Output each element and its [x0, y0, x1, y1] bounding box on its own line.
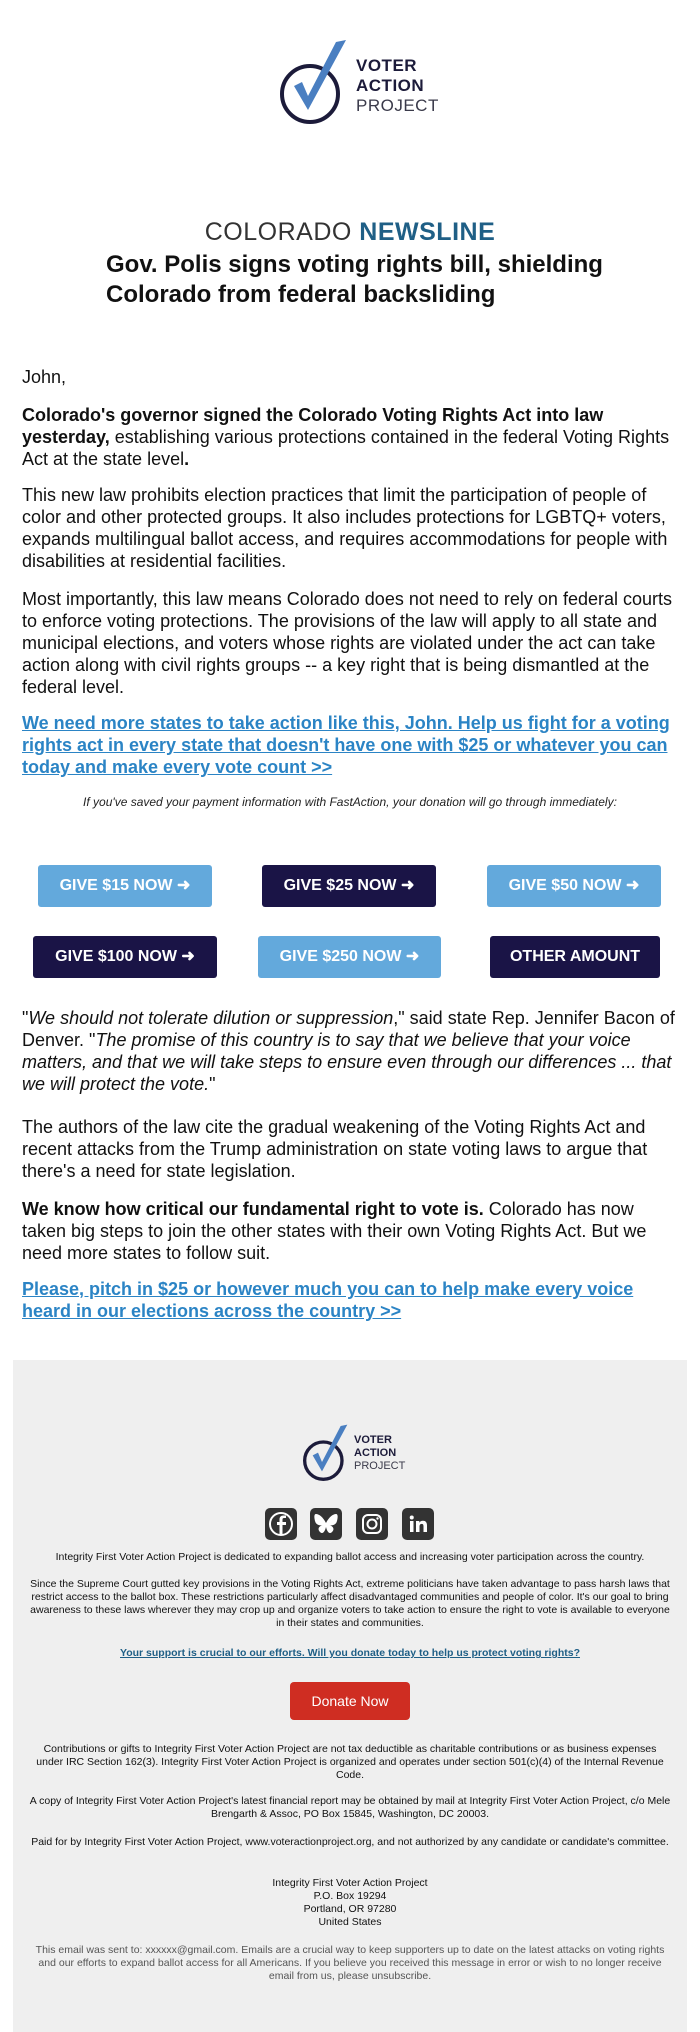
- give-100-button[interactable]: GIVE $100 NOW ➜: [33, 936, 217, 978]
- footer-mission: Integrity First Voter Action Project is dedicated to expanding ballot access and increasing voter participation across the country.: [55, 1551, 645, 1563]
- footer-unsubscribe-note[interactable]: This email was sent to: xxxxxx@gmail.com. Emails are a crucial way to keep supporters up to date on the latest attacks on voting rights and our efforts to expand ballot access for all Americans. If you believe you received this message in error or wish to no longer receive email from us, please unsubscribe.: [35, 1944, 665, 1982]
- give-250-button[interactable]: GIVE $250 NOW ➜: [258, 936, 441, 978]
- instagram-icon[interactable]: [356, 1508, 388, 1540]
- give-50-button[interactable]: GIVE $50 NOW ➜: [487, 865, 661, 907]
- quote-paragraph: "We should not tolerate dilution or suppression," said state Rep. Jennifer Bacon of Denver. "The promise of this country is to say that we believe that your voice matters, and that we will take steps to ensure even through our differences ... that we will protect the vote.": [22, 1008, 675, 1094]
- footer: [13, 1360, 687, 2032]
- footer-logo[interactable]: [302, 1420, 412, 1484]
- footer-logo-wordmark: VOTER ACTION PROJECT: [354, 1434, 406, 1472]
- outlet-masthead: COLORADO NEWSLINE: [204, 218, 496, 246]
- linkedin-icon[interactable]: [402, 1508, 434, 1540]
- bluesky-icon[interactable]: [310, 1508, 342, 1540]
- checkmark-logo-icon: [278, 36, 350, 126]
- other-amount-button[interactable]: OTHER AMOUNT: [490, 936, 660, 978]
- donate-link-2[interactable]: Please, pitch in $25 or however much you can to help make every voice heard in our elections across the country >>: [22, 1279, 634, 1321]
- header-logo[interactable]: [278, 36, 439, 126]
- footer-support-link[interactable]: Your support is crucial to our efforts. Will you donate today to help us protect voting rights?: [120, 1647, 580, 1659]
- paragraph-3: Most importantly, this law means Colorado does not need to rely on federal courts to enforce voting protections. The provisions of the law will apply to all state and municipal elections, and voters whose rights are violated under the act can take action along with civil rights groups -- a key right that is being dismantled at the federal level.: [22, 589, 672, 697]
- paragraph-2: This new law prohibits election practices that limit the participation of people of color and other protected groups. It also includes protections for LGBTQ+ voters, expands multilingual ballot access, and requires accommodations for people with disabilities at residential facilities.: [22, 485, 668, 571]
- give-25-button[interactable]: GIVE $25 NOW ➜: [262, 865, 436, 907]
- footer-financial-note: A copy of Integrity First Voter Action Project's latest financial report may be obtained by mail at Integrity First Voter Action Project, c/o Mele Brengarth & Assoc, PO Box 15845, Washington, DC 20003.: [29, 1795, 671, 1820]
- article-headline: Gov. Polis signs voting rights bill, shielding Colorado from federal backsliding: [106, 251, 603, 308]
- footer-address: Integrity First Voter Action Project P.O. Box 19294 Portland, OR 97280 United States: [272, 1877, 428, 1928]
- paragraph-5: We know how critical our fundamental right to vote is. Colorado has now taken big steps to join the other states with their own Voting Rights Act. But we need more states to follow suit.: [22, 1199, 647, 1263]
- fastaction-note: If you've saved your payment information with FastAction, your donation will go through immediately:: [83, 795, 617, 809]
- give-15-button[interactable]: GIVE $15 NOW ➜: [38, 865, 212, 907]
- greeting: John,: [22, 367, 67, 387]
- footer-paid-for: Paid for by Integrity First Voter Action Project, www.voteractionproject.org, and not authorized by any candidate or candidate's committee.: [31, 1836, 669, 1848]
- donate-link-1[interactable]: We need more states to take action like this, John. Help us fight for a voting rights act in every state that doesn't have one with $25 or whatever you can today and make every vote count >>: [22, 713, 670, 777]
- social-links: [265, 1508, 435, 1542]
- logo-wordmark: VOTER ACTION PROJECT: [356, 56, 439, 115]
- paragraph-4: The authors of the law cite the gradual weakening of the Voting Rights Act and recent attacks from the Trump administration on state voting laws to argue that there's a need for state legislation.: [22, 1117, 648, 1181]
- facebook-icon[interactable]: [265, 1508, 297, 1540]
- checkmark-logo-icon: [302, 1420, 350, 1484]
- paragraph-1: Colorado's governor signed the Colorado Voting Rights Act into law yesterday, establishing various protections contained in the federal Voting Rights Act at the state level.: [22, 405, 670, 469]
- donate-now-button[interactable]: Donate Now: [290, 1682, 410, 1720]
- footer-tax-note: Contributions or gifts to Integrity First Voter Action Project are not tax deductible as charitable contributions or as business expenses under IRC Section 162(3). Integrity First Voter Action Project is organized and operates under section 501(c)(4) of the Internal Revenue Code.: [36, 1743, 664, 1781]
- footer-context: Since the Supreme Court gutted key provisions in the Voting Rights Act, extreme politicians have taken advantage to pass harsh laws that restrict access to the ballot box. These restrictions particularly affect disadvantaged communities and people of color. It's our goal to bring awareness to these laws wherever they may crop up and organize voters to take action to ensure the right to vote is available to everyone in their states and communities.: [30, 1578, 670, 1629]
